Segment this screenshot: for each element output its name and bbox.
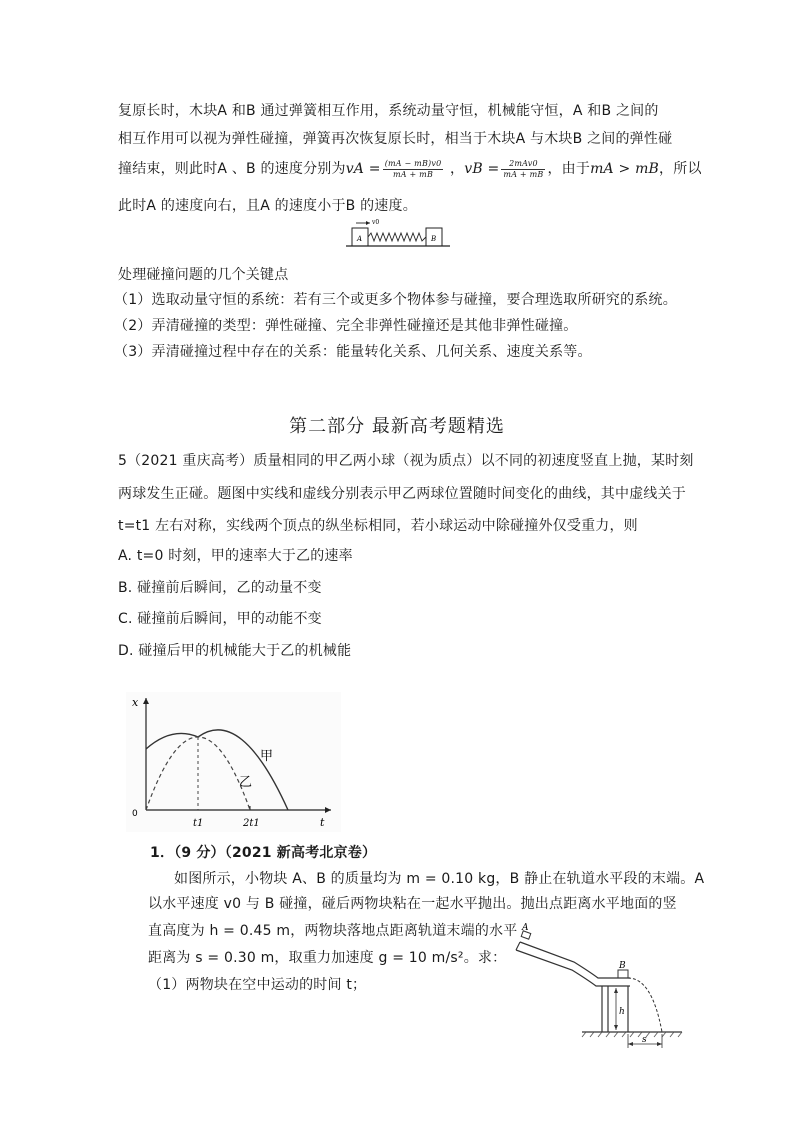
va-numerator: (mA − mB)v0 (384, 158, 442, 168)
key-points-title: 处理碰撞问题的几个关键点 (118, 267, 289, 283)
q5-option-d: D. 碰撞后甲的机械能大于乙的机械能 (118, 643, 352, 659)
track-figure (512, 922, 712, 1054)
track-label-a: A (522, 923, 529, 933)
tick-t1: t1 (193, 818, 204, 829)
tick-2t1: 2t1 (243, 818, 260, 829)
track-label-b: B (619, 961, 626, 971)
q1-line1: 如图所示，小物块 A、B 的质量均为 m = 0.10 kg，B 静止在轨道水平段的末端。A (174, 871, 705, 887)
para1-line2: 相互作用可以视为弹性碰撞，弹簧再次恢复原长时，相当于木块A 与木块B 之间的弹性碰 (118, 131, 673, 147)
q1-line3: 直高度为 h = 0.45 m，两物块落地点距离轨道末端的水平 (148, 923, 518, 939)
vb-fraction (501, 159, 545, 180)
va-fraction (383, 159, 444, 180)
origin-label: 0 (132, 809, 138, 819)
position-time-graph (126, 692, 341, 832)
label-jia: 甲 (260, 749, 274, 764)
q5-line1: 5（2021 重庆高考）质量相同的甲乙两小球（视为质点）以不同的初速度竖直上抛，某时刻 (118, 453, 694, 469)
q5-option-a: A. t=0 时刻，甲的速率大于乙的速率 (118, 548, 353, 564)
q1-line4: 距离为 s = 0.30 m，取重力加速度 g = 10 m/s²。求： (148, 950, 507, 966)
track-label-h: h (619, 1007, 625, 1017)
y-axis-label: x (132, 696, 139, 709)
spring-blocks-figure (346, 218, 450, 248)
label-a: A (357, 235, 363, 243)
para1-line3-post-a: ，由于 (547, 161, 591, 177)
track-label-s: s (642, 1035, 647, 1045)
va-lhs: vA = (345, 161, 381, 177)
q1-line2: 以水平速度 v0 与 B 碰撞，碰后两物块粘在一起水平抛出。抛出点距离水平地面的竖 (148, 896, 677, 912)
para1-line3: 撞结束，则此时A 、B 的速度分别为vA = $\frac{(mA - mB)v0}{mA + mB}$ ，vB = $\frac{\text{2mAv0}}{mA + mB}$ ，由于mA > mB，所以 (118, 158, 702, 179)
vb-numerator: 2mAv0 (501, 159, 545, 170)
vb-denominator: mA + mB (503, 169, 544, 179)
q5-option-b: B. 碰撞前后瞬间，乙的动量不变 (118, 580, 322, 596)
ramp (520, 942, 630, 978)
q1-header: 1．（9 分）（2021 新高考北京卷） (150, 845, 377, 861)
key-point-2: （2）弄清碰撞的类型：弹性碰撞、完全非弹性碰撞还是其他非弹性碰撞。 (114, 318, 578, 334)
va-denominator: mA + mB (393, 169, 434, 179)
mass-inequality: mA > mB (590, 161, 660, 177)
para1-line3-post-b: ，所以 (659, 161, 702, 177)
label-v0: v0 (372, 219, 380, 226)
key-point-1: （1）选取动量守恒的系统：若有三个或更多个物体参与碰撞，要合理选取所研究的系统。 (114, 292, 677, 308)
x-axis-label: t (320, 816, 325, 829)
q1-sub1: （1）两物块在空中运动的时间 t； (148, 977, 367, 993)
key-point-3: （3）弄清碰撞过程中存在的关系：能量转化关系、几何关系、速度关系等。 (114, 344, 592, 360)
q5-line2: 两球发生正碰。题图中实线和虚线分别表示甲乙两球位置随时间变化的曲线，其中虚线关于 (118, 486, 686, 502)
track-block-b (618, 970, 628, 978)
vb-lhs: vB = (464, 161, 500, 177)
q5-option-c: C. 碰撞前后瞬间，甲的动能不变 (118, 611, 322, 627)
spring (368, 233, 426, 241)
para1-line1: 复原长时，木块A 和B 通过弹簧相互作用，系统动量守恒，机械能守恒，A 和B 之间的 (118, 103, 659, 119)
para1-line4: 此时A 的速度向右，且A 的速度小于B 的速度。 (118, 198, 417, 214)
label-yi: 乙 (239, 775, 253, 790)
para1-line3-pre: 撞结束，则此时A 、B 的速度分别为 (118, 161, 346, 177)
trajectory (628, 978, 662, 1032)
section-title: 第二部分 最新高考题精选 (289, 416, 505, 437)
label-b: B (431, 235, 437, 243)
q5-line3: t=t1 左右对称，实线两个顶点的纵坐标相同，若小球运动中除碰撞外仅受重力，则 (118, 518, 638, 534)
